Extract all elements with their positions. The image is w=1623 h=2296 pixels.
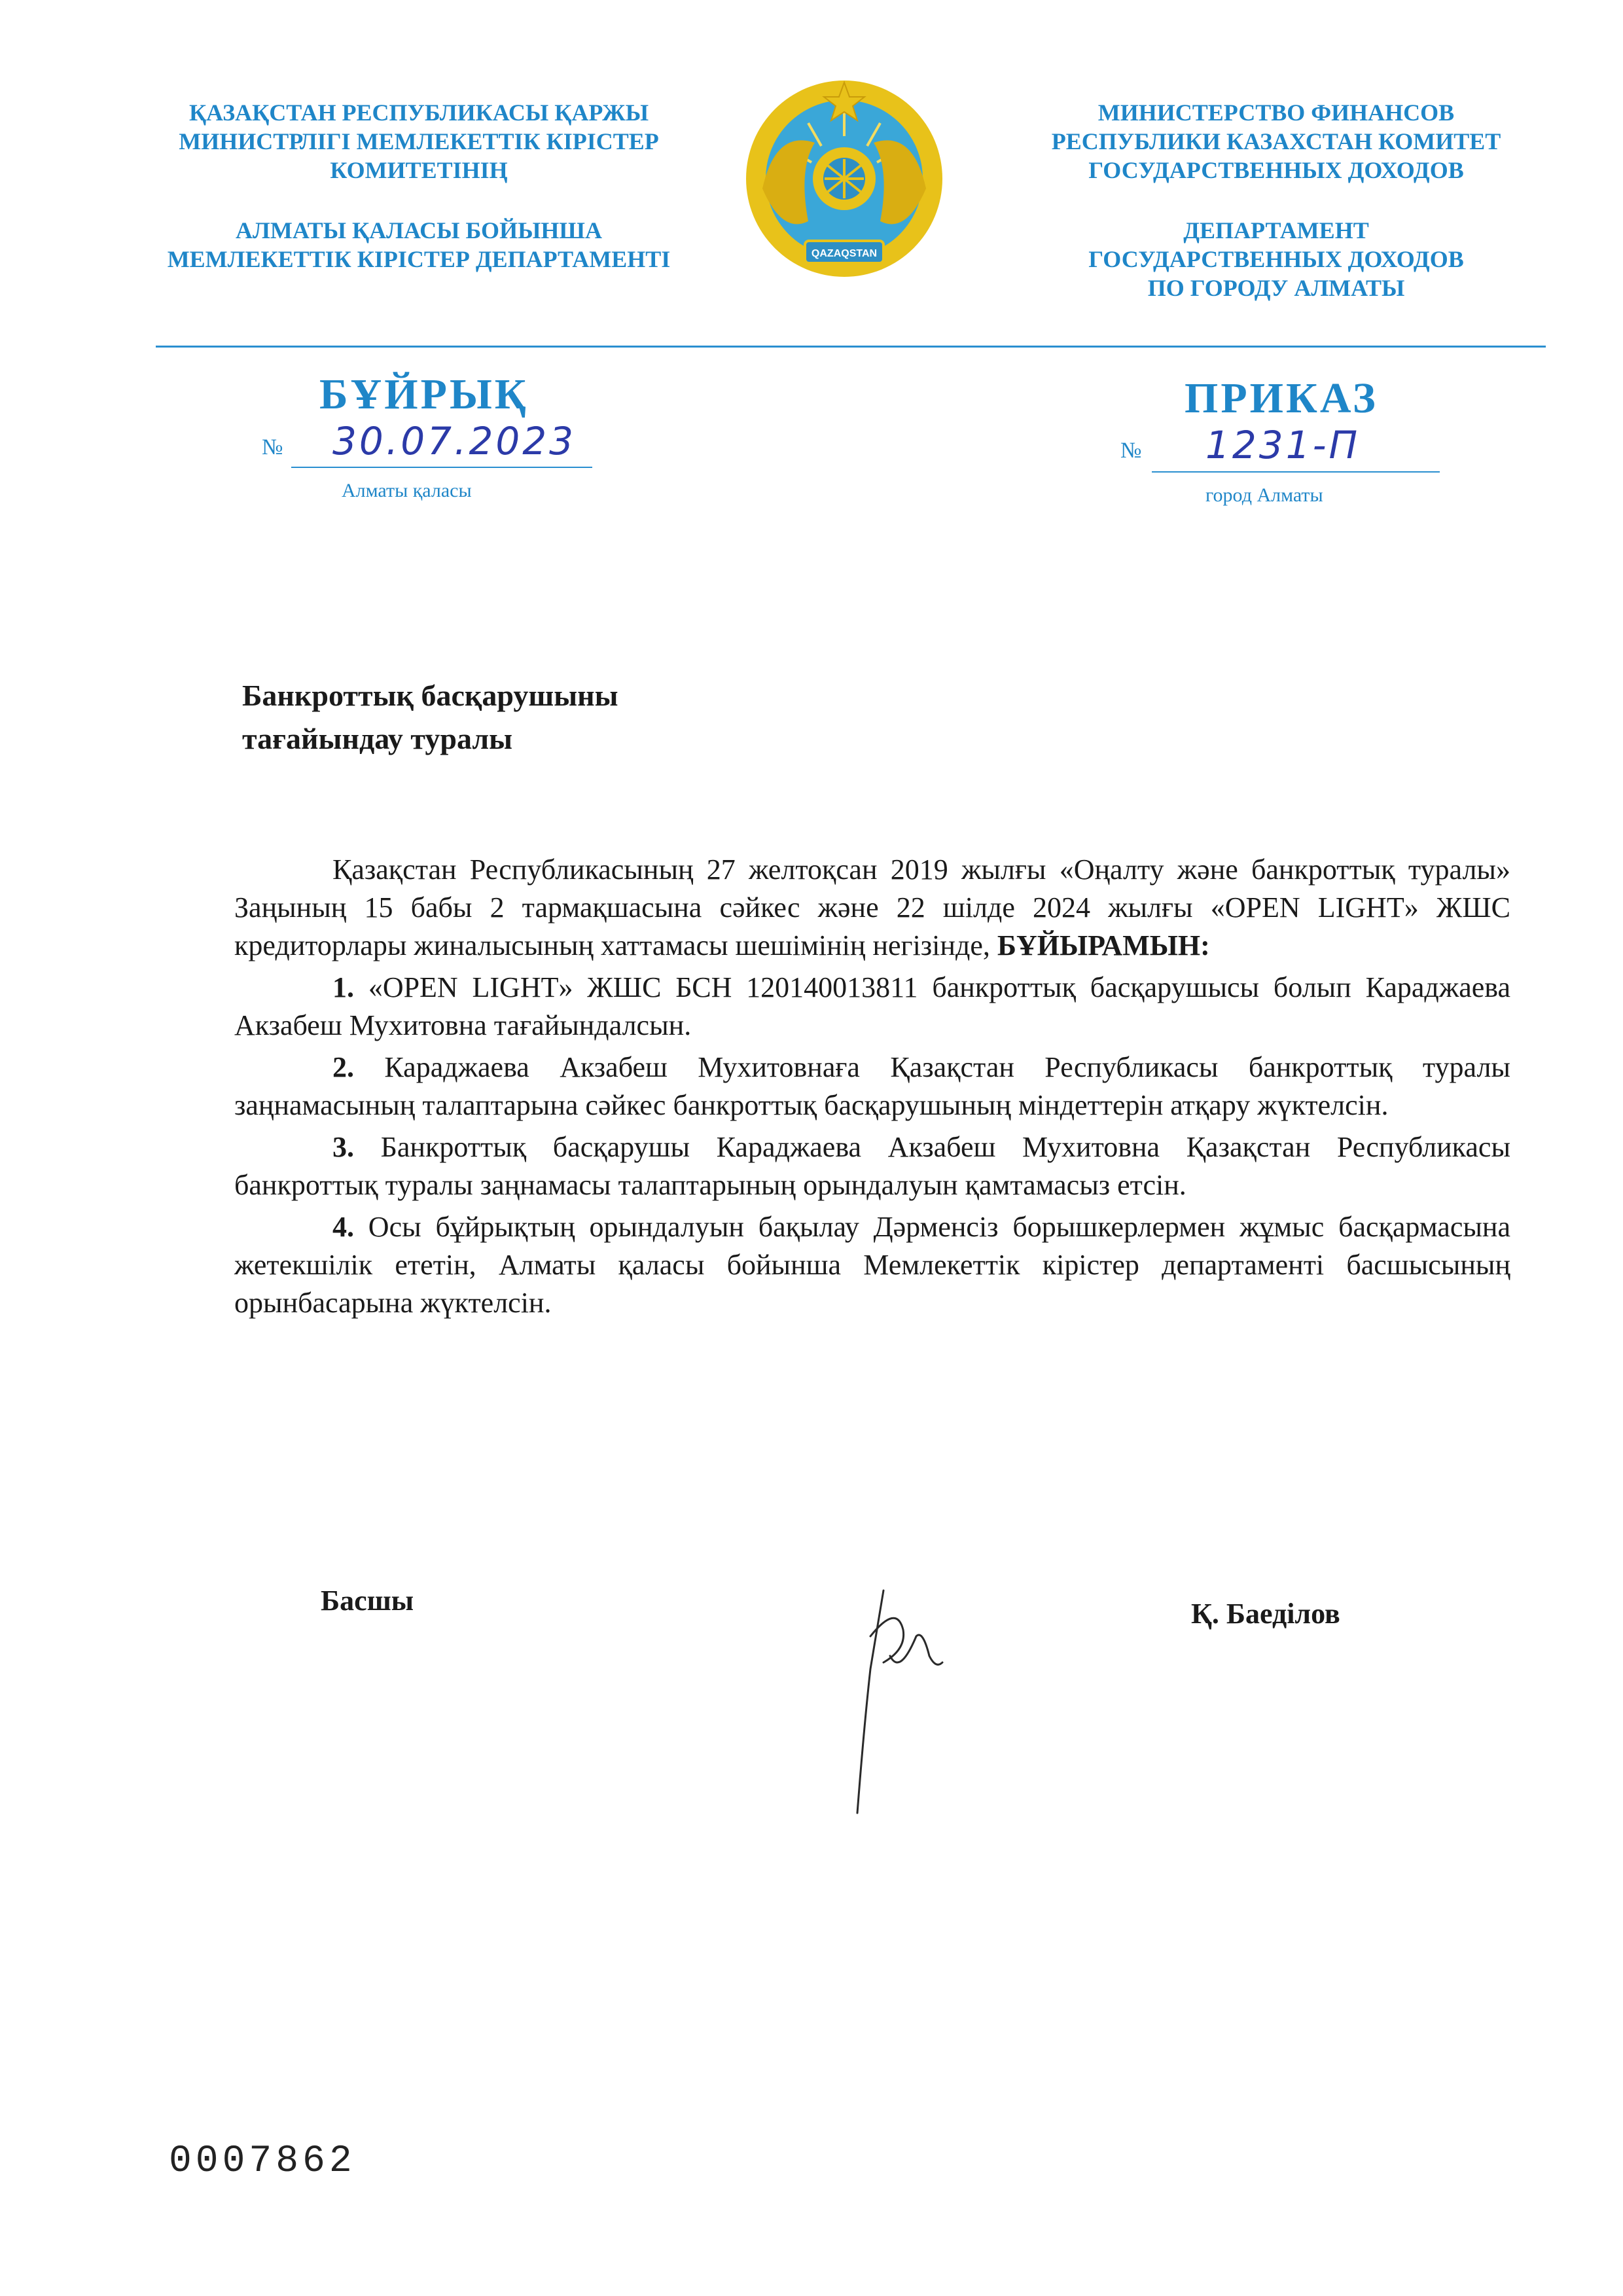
item-text: «OPEN LIGHT» ЖШС БСН 120140013811 банкроттық басқарушысы болып Караджаева Акзабеш Мухитовна тағайындалсын. <box>234 971 1510 1041</box>
number-sign-ru: № <box>1120 439 1142 463</box>
header-kz-line: ҚАЗАҚСТАН РЕСПУБЛИКАСЫ ҚАРЖЫ <box>188 99 649 126</box>
item-number: 2. <box>332 1051 354 1083</box>
header-kz <box>131 98 707 274</box>
signatory-position: Басшы <box>321 1585 414 1617</box>
item-text: Банкроттық басқарушы Караджаева Акзабеш Мухитовна Қазақстан Республикасы банкроттық туралы заңнамасы талаптарының орындалуын қамтамасыз етсін. <box>234 1131 1511 1201</box>
header-kz-line: АЛМАТЫ ҚАЛАСЫ БОЙЫНША <box>236 217 602 243</box>
subject-line: Банкроттық басқарушыны <box>242 679 618 712</box>
body-item <box>234 1208 1510 1322</box>
header-ru-line: ДЕПАРТАМЕНТ <box>1183 217 1369 243</box>
subject-line: тағайындау туралы <box>242 722 513 755</box>
header-ru <box>1021 98 1531 302</box>
handwritten-number: 1231-П <box>1205 423 1361 467</box>
serial-number: 0007862 <box>169 2140 356 2183</box>
body-item <box>234 1128 1510 1204</box>
number-underline-ru <box>1152 471 1440 473</box>
header-kz-line: МЕМЛЕКЕТТІК КІРІСТЕР ДЕПАРТАМЕНТІ <box>167 246 671 272</box>
handwritten-signature-icon <box>838 1577 955 1826</box>
signatory-name: Қ. Баеділов <box>1191 1598 1340 1630</box>
number-underline-kz <box>291 467 592 468</box>
item-text: Караджаева Акзабеш Мухитовнаға Қазақстан Республикасы банкроттық туралы заңнамасының талаптарына сәйкес банкроттық басқарушының міндеттерін атқару жүктелсін. <box>234 1051 1510 1121</box>
item-number: 3. <box>332 1131 354 1163</box>
header-divider <box>156 346 1546 348</box>
header-kz-line: КОМИТЕТІНІҢ <box>330 157 508 183</box>
item-number: 4. <box>332 1211 354 1243</box>
item-text: Осы бұйрықтың орындалуын бақылау Дәрменсіз борышкерлермен жұмыс басқармасына жетекшілік ететін, Алматы қаласы бойынша Мемлекеттік кірістер департаменті басшысының орынбасарына жүктелсін. <box>234 1211 1510 1319</box>
order-subject <box>242 674 618 761</box>
header-ru-line: РЕСПУБЛИКИ КАЗАХСТАН КОМИТЕТ <box>1051 128 1501 154</box>
city-ru: город Алматы <box>1205 484 1323 506</box>
handwritten-date: 30.07.2023 <box>332 419 577 463</box>
order-body <box>234 851 1510 1326</box>
header-kz-line: МИНИСТРЛІГІ МЕМЛЕКЕТТІК КІРІСТЕР <box>179 128 659 154</box>
number-sign-kz: № <box>262 435 283 459</box>
state-emblem-icon <box>736 71 952 293</box>
header-ru-line: ГОСУДАРСТВЕННЫХ ДОХОДОВ <box>1088 246 1464 272</box>
header-ru-line: МИНИСТЕРСТВО ФИНАНСОВ <box>1097 99 1455 126</box>
order-title-ru: ПРИКАЗ <box>1185 374 1378 422</box>
body-intro: Қазақстан Республикасының 27 желтоқсан 2019 жылғы «Оңалту және банкроттық туралы» Заңының 15 бабы 2 тармақшасына сәйкес және 22 шілде 2024 жылғы «OPEN LIGHT» ЖШС кредиторлары жиналысының хаттамасы шешімінің негізінде, БҰЙЫРАМЫН: <box>234 853 1510 961</box>
item-number: 1. <box>332 971 354 1003</box>
emblem-text: QAZAQSTAN <box>811 248 878 259</box>
body-item <box>234 969 1510 1045</box>
body-intro-bold: БҰЙЫРАМЫН: <box>997 929 1210 961</box>
header-ru-line: ПО ГОРОДУ АЛМАТЫ <box>1147 275 1405 301</box>
order-title-kz: БҰЙРЫҚ <box>319 370 529 418</box>
body-item <box>234 1049 1510 1124</box>
header-ru-line: ГОСУДАРСТВЕННЫХ ДОХОДОВ <box>1088 157 1464 183</box>
city-kz: Алматы қаласы <box>342 480 472 501</box>
